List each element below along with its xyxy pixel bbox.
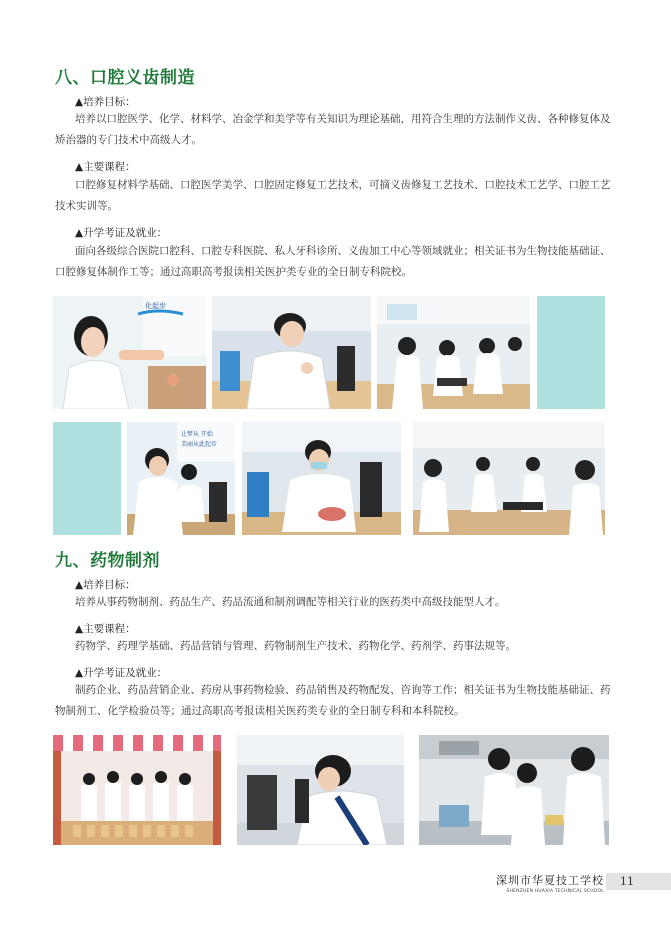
svg-text:化起步: 化起步 (145, 302, 166, 310)
course-text: 口腔修复材料学基础、口腔医学美学、口腔固定修复工艺技术，可摘义齿修复工艺技术、口腔技术工艺学、口腔工艺技术实训等。 (55, 179, 611, 212)
school-name-cn: 深圳市华夏技工学校 (496, 874, 604, 887)
photo-students-wall (127, 422, 235, 535)
photo-student-dental-model (53, 296, 206, 409)
decorative-teal-block (537, 296, 605, 409)
photo-student-microscope (212, 296, 371, 409)
photo-pharmacy-stall (53, 735, 221, 845)
course-label: ▲主要课程： (75, 623, 136, 635)
goal-text: 培养从事药物制剂、药品生产、药品流通和制剂调配等相关行业的医药类中高级技能型人才。 (75, 596, 506, 608)
photo-students-lab-pharma (419, 735, 609, 845)
decorative-teal-block (53, 422, 121, 535)
page-number: 11 (606, 873, 671, 890)
photo-classroom-lab (377, 296, 530, 409)
section-title-pharma: 九、药物制剂 (55, 551, 160, 571)
photo-student-mask-lab (242, 422, 401, 535)
career-label: ▲升学考证及就业： (75, 227, 168, 239)
school-name-footer (496, 872, 604, 894)
goal-text: 培养以口腔医学、化学、材料学、冶金学和美学等有关知识为理论基础，用符合生理的方法制作义齿、各种修复体及矫治器的专门技术中高级人才。 (55, 113, 611, 146)
goal-label: ▲培养目标： (75, 579, 136, 591)
svg-text:美丽从此起步: 美丽从此起步 (181, 441, 218, 448)
school-name-en: SHENZHEN HUAXIA TECHNICAL SCHOOL (506, 889, 604, 894)
photo-classroom-microscopes (413, 422, 605, 535)
career-label: ▲升学考证及就业： (75, 667, 168, 679)
career-text: 制药企业、药品营销企业、药房从事药物检验、药品销售及药物配发、咨询等工作；相关证书为生物技能基础证、药物制剂工、化学检验员等；通过高职高考报读相关医药类专业的全日制专科和本科院校。 (55, 684, 611, 717)
svg-text:让梦从 开始: 让梦从 开始 (181, 431, 213, 438)
photo-student-microscope-pharma (237, 735, 404, 845)
section-title-dental: 八、口腔义齿制造 (55, 68, 195, 88)
course-label: ▲主要课程： (75, 161, 136, 173)
course-text: 药物学、药理学基础、药品营销与管理、药物制剂生产技术、药物化学、药剂学、药事法规等。 (75, 640, 516, 652)
goal-label: ▲培养目标： (75, 96, 136, 108)
career-text: 面向各级综合医院口腔科、口腔专科医院、私人牙科诊所、义齿加工中心等领域就业；相关证书为生物技能基础证、口腔修复体制作工等；通过高职高考报读相关医护类专业的全日制专科院校。 (55, 245, 611, 278)
